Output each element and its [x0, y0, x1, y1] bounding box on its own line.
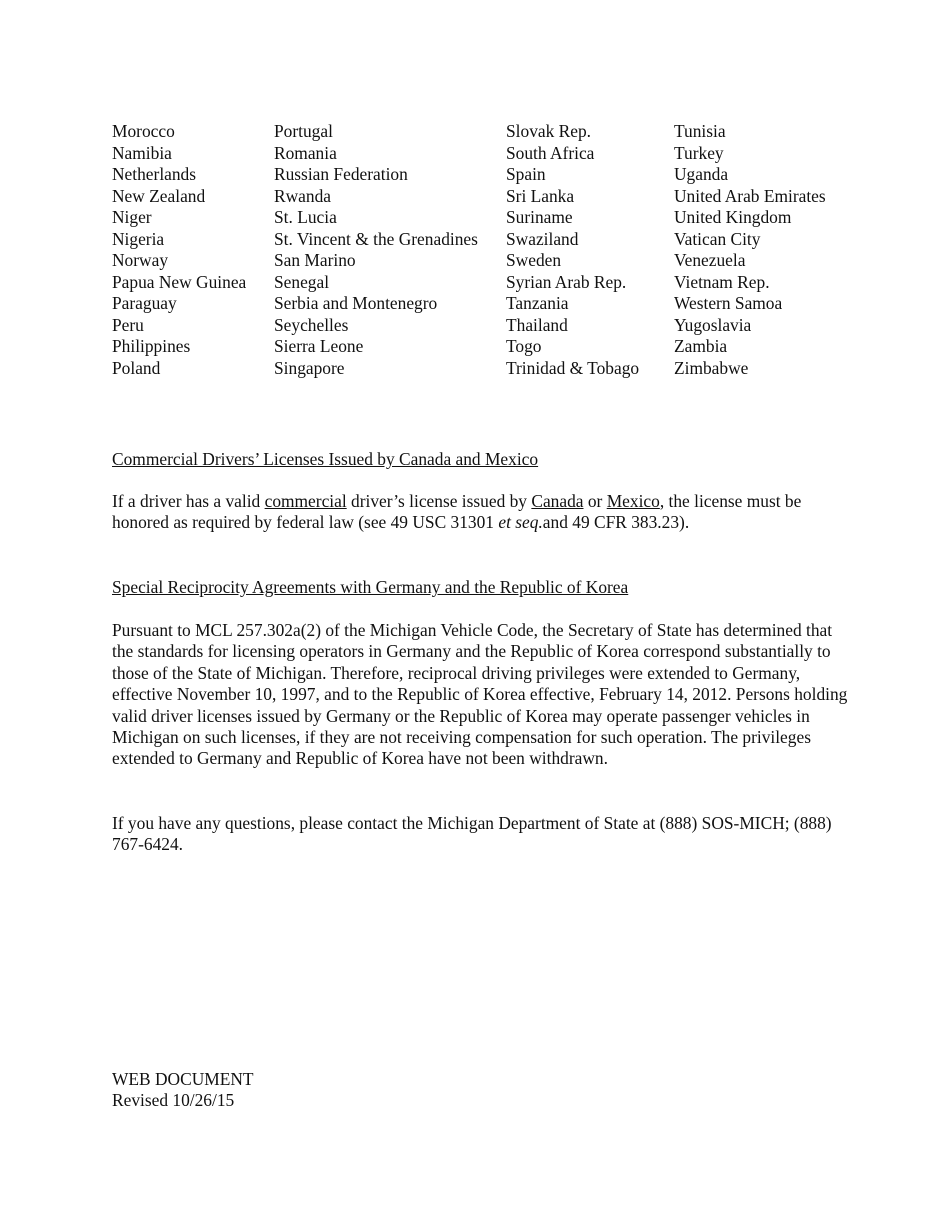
country-item: United Kingdom	[674, 207, 792, 228]
country-item: Senegal	[274, 271, 330, 292]
mexico-term: Mexico	[606, 491, 660, 511]
country-item: Portugal	[274, 121, 333, 141]
country-item: Swaziland	[506, 228, 579, 249]
country-item: Serbia and Montenegro	[274, 293, 438, 314]
country-item: Russian Federation	[274, 164, 408, 185]
country-item: Papua New Guinea	[112, 271, 247, 292]
cdl-section-paragraph	[112, 491, 852, 534]
country-item: Syrian Arab Rep.	[506, 271, 627, 292]
country-item: Western Samoa	[674, 293, 783, 314]
country-item: Norway	[112, 250, 169, 271]
contact-paragraph: If you have any questions, please contact the Michigan Department of State at (888) SOS-MICH; (888) 767-6424.	[112, 813, 832, 855]
country-item: Romania	[274, 142, 337, 163]
footer-label: WEB DOCUMENT	[112, 1069, 254, 1089]
country-item: Tunisia	[674, 121, 726, 141]
country-item: Uganda	[674, 164, 729, 185]
country-item: Vatican City	[674, 228, 761, 249]
cdl-text: If a driver has a valid	[112, 491, 265, 511]
country-item: Philippines	[112, 336, 191, 357]
country-item: Thailand	[506, 314, 568, 335]
country-column-2	[274, 121, 478, 380]
country-item: Turkey	[674, 142, 724, 163]
country-item: Zambia	[674, 336, 728, 357]
country-item: Slovak Rep.	[506, 121, 592, 141]
country-item: Sri Lanka	[506, 185, 575, 206]
country-item: Paraguay	[112, 293, 177, 314]
country-item: South Africa	[506, 142, 595, 163]
country-item: Namibia	[112, 142, 172, 163]
cdl-section-heading: Commercial Drivers’ Licenses Issued by Canada and Mexico	[112, 449, 539, 469]
document-footer	[112, 1069, 852, 1112]
country-item: Trinidad & Tobago	[506, 358, 640, 379]
country-item: Suriname	[506, 207, 573, 228]
country-item: Spain	[506, 164, 546, 185]
revision-date: Revised 10/26/15	[112, 1090, 235, 1111]
country-item: St. Lucia	[274, 207, 337, 228]
cdl-text: and 49 CFR 383.23).	[542, 512, 690, 533]
canada-term: Canada	[531, 491, 584, 511]
country-item: Morocco	[112, 121, 175, 141]
reciprocity-paragraph: Pursuant to MCL 257.302a(2) of the Michigan Vehicle Code, the Secretary of State has determined that the standards for licensing operators in Germany and the Republic of Korea correspond substantially to those of the State of Michigan. Therefore, reciprocal driving privileges were extended to Germany, effective November 10, 1997, and to the Republic of Korea effective, February 14, 2012. Persons holding valid driver licenses issued by Germany or the Republic of Korea may operate passenger vehicles in Michigan on such licenses, if they are not receiving compensation for such operation. The privileges extended to Germany and Republic of Korea have not been withdrawn.	[112, 620, 848, 769]
country-item: Seychelles	[274, 314, 349, 335]
country-item: San Marino	[274, 250, 356, 271]
country-item: Netherlands	[112, 164, 197, 185]
et-seq-term: et seq.	[498, 512, 543, 533]
country-item: New Zealand	[112, 185, 206, 206]
country-item: Vietnam Rep.	[674, 271, 770, 292]
country-item: Togo	[506, 336, 542, 357]
reciprocity-section-heading: Special Reciprocity Agreements with Germany and the Republic of Korea	[112, 577, 629, 597]
country-item: Peru	[112, 314, 144, 335]
cdl-text: driver’s license issued by	[346, 491, 532, 511]
country-item: Yugoslavia	[674, 314, 752, 335]
country-item: Niger	[112, 207, 152, 228]
commercial-term: commercial	[264, 491, 347, 511]
country-item: Poland	[112, 358, 161, 379]
country-item: United Arab Emirates	[674, 185, 826, 206]
country-item: Tanzania	[506, 293, 569, 314]
cdl-text: or	[583, 491, 607, 511]
country-column-4	[674, 121, 826, 380]
country-column-3	[506, 121, 639, 380]
country-item: Nigeria	[112, 228, 165, 249]
country-item: Rwanda	[274, 185, 331, 206]
country-item: Sweden	[506, 250, 562, 271]
country-item: St. Vincent & the Grenadines	[274, 228, 478, 249]
country-item: Zimbabwe	[674, 358, 749, 379]
country-item: Venezuela	[674, 250, 746, 271]
country-column-1	[112, 121, 246, 380]
cdl-text: , the license must be honored as required by federal law (see 49 USC 31301	[112, 491, 802, 533]
country-item: Singapore	[274, 358, 345, 379]
country-item: Sierra Leone	[274, 336, 364, 357]
